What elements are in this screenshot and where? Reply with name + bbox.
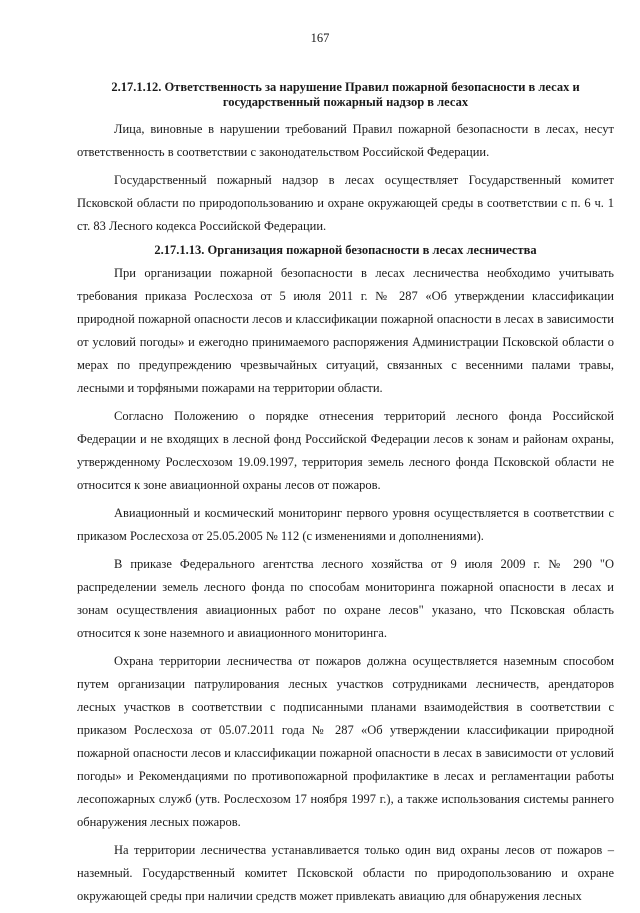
paragraph: Государственный пожарный надзор в лесах осуществляет Государственный комитет Псковской области по природопользованию и охране окружающей среды в соответствии с п. 6 ч. 1 ст. 83 Лесного кодекса Российской Федерации. (77, 173, 614, 233)
heading-line: государственный пожарный надзор в лесах (222, 95, 469, 109)
page-number: 167 (310, 31, 330, 45)
paragraph: При организации пожарной безопасности в лесах лесничества необходимо учитывать требования приказа Рослесхоза от 5 июля 2011 г. № 287 «Об утверждении классификации природной пожарной опасности лесов и классификации пожарной опасности в лесах в зависимости от условий погоды» и ежегодно принимаемого распоряжения Администрации Псковской области о мерах по предупреждению чрезвычайных ситуаций, связанных с весенними палами травы, лесными и торфяными пожарами на территории области. (77, 266, 614, 395)
section-heading-responsibility (77, 80, 614, 110)
paragraph: Охрана территории лесничества от пожаров должна осуществляется наземным способом путем организации патрулирования лесных участков сотрудниками лесничеств, арендаторов лесных участков в соответствии с подписанными планами взаимодействия в соответствии с приказом Рослесхоза от 05.07.2011 года № 287 «Об утверждении классификации природной пожарной опасности лесов и классификации пожарной опасности в лесах в зависимости от условий погоды» и Рекомендациями по противопожарной профилактике в лесах и регламентации работы лесопожарных служб (утв. Рослесхозом 17 ноября 1997 г.), а также использования системы раннего обнаружения лесных пожаров. (77, 654, 614, 829)
heading-line: 2.17.1.13. Организация пожарной безопасности в лесах лесничества (154, 243, 537, 257)
paragraph: Согласно Положению о порядке отнесения территорий лесного фонда Российской Федерации и не входящих в лесной фонд Российской Федерации лесов к зонам и районам охраны, утвержденному Рослесхозом 19.09.1997, территория земель лесного фонда Псковской области не относится к зоне авиационной охраны лесов от пожаров. (77, 409, 614, 492)
heading-line: 2.17.1.12. Ответственность за нарушение Правил пожарной безопасности в лесах и (111, 80, 580, 94)
paragraph: Авиационный и космический мониторинг первого уровня осуществляется в соответствии с приказом Рослесхоза от 25.05.2005 № 112 (с изменениями и дополнениями). (77, 506, 614, 543)
paragraph: Лица, виновные в нарушении требований Правил пожарной безопасности в лесах, несут ответственность в соответствии с законодательством Российской Федерации. (77, 122, 614, 159)
paragraph: На территории лесничества устанавливается только один вид охраны лесов от пожаров – наземный. Государственный комитет Псковской области по природопользованию и охране окружающей среды при наличии средств может привлекать авиацию для обнаружения лесных (77, 843, 614, 903)
page-body (77, 68, 614, 913)
paragraph: В приказе Федерального агентства лесного хозяйства от 9 июля 2009 г. № 290 "О распределении земель лесного фонда по способам мониторинга пожарной опасности в лесах и зонам осуществления авиационных работ по охране лесов" указано, что Псковская область относится к зоне наземного и авиационного мониторинга. (77, 557, 614, 640)
section-heading-organization (77, 243, 614, 258)
